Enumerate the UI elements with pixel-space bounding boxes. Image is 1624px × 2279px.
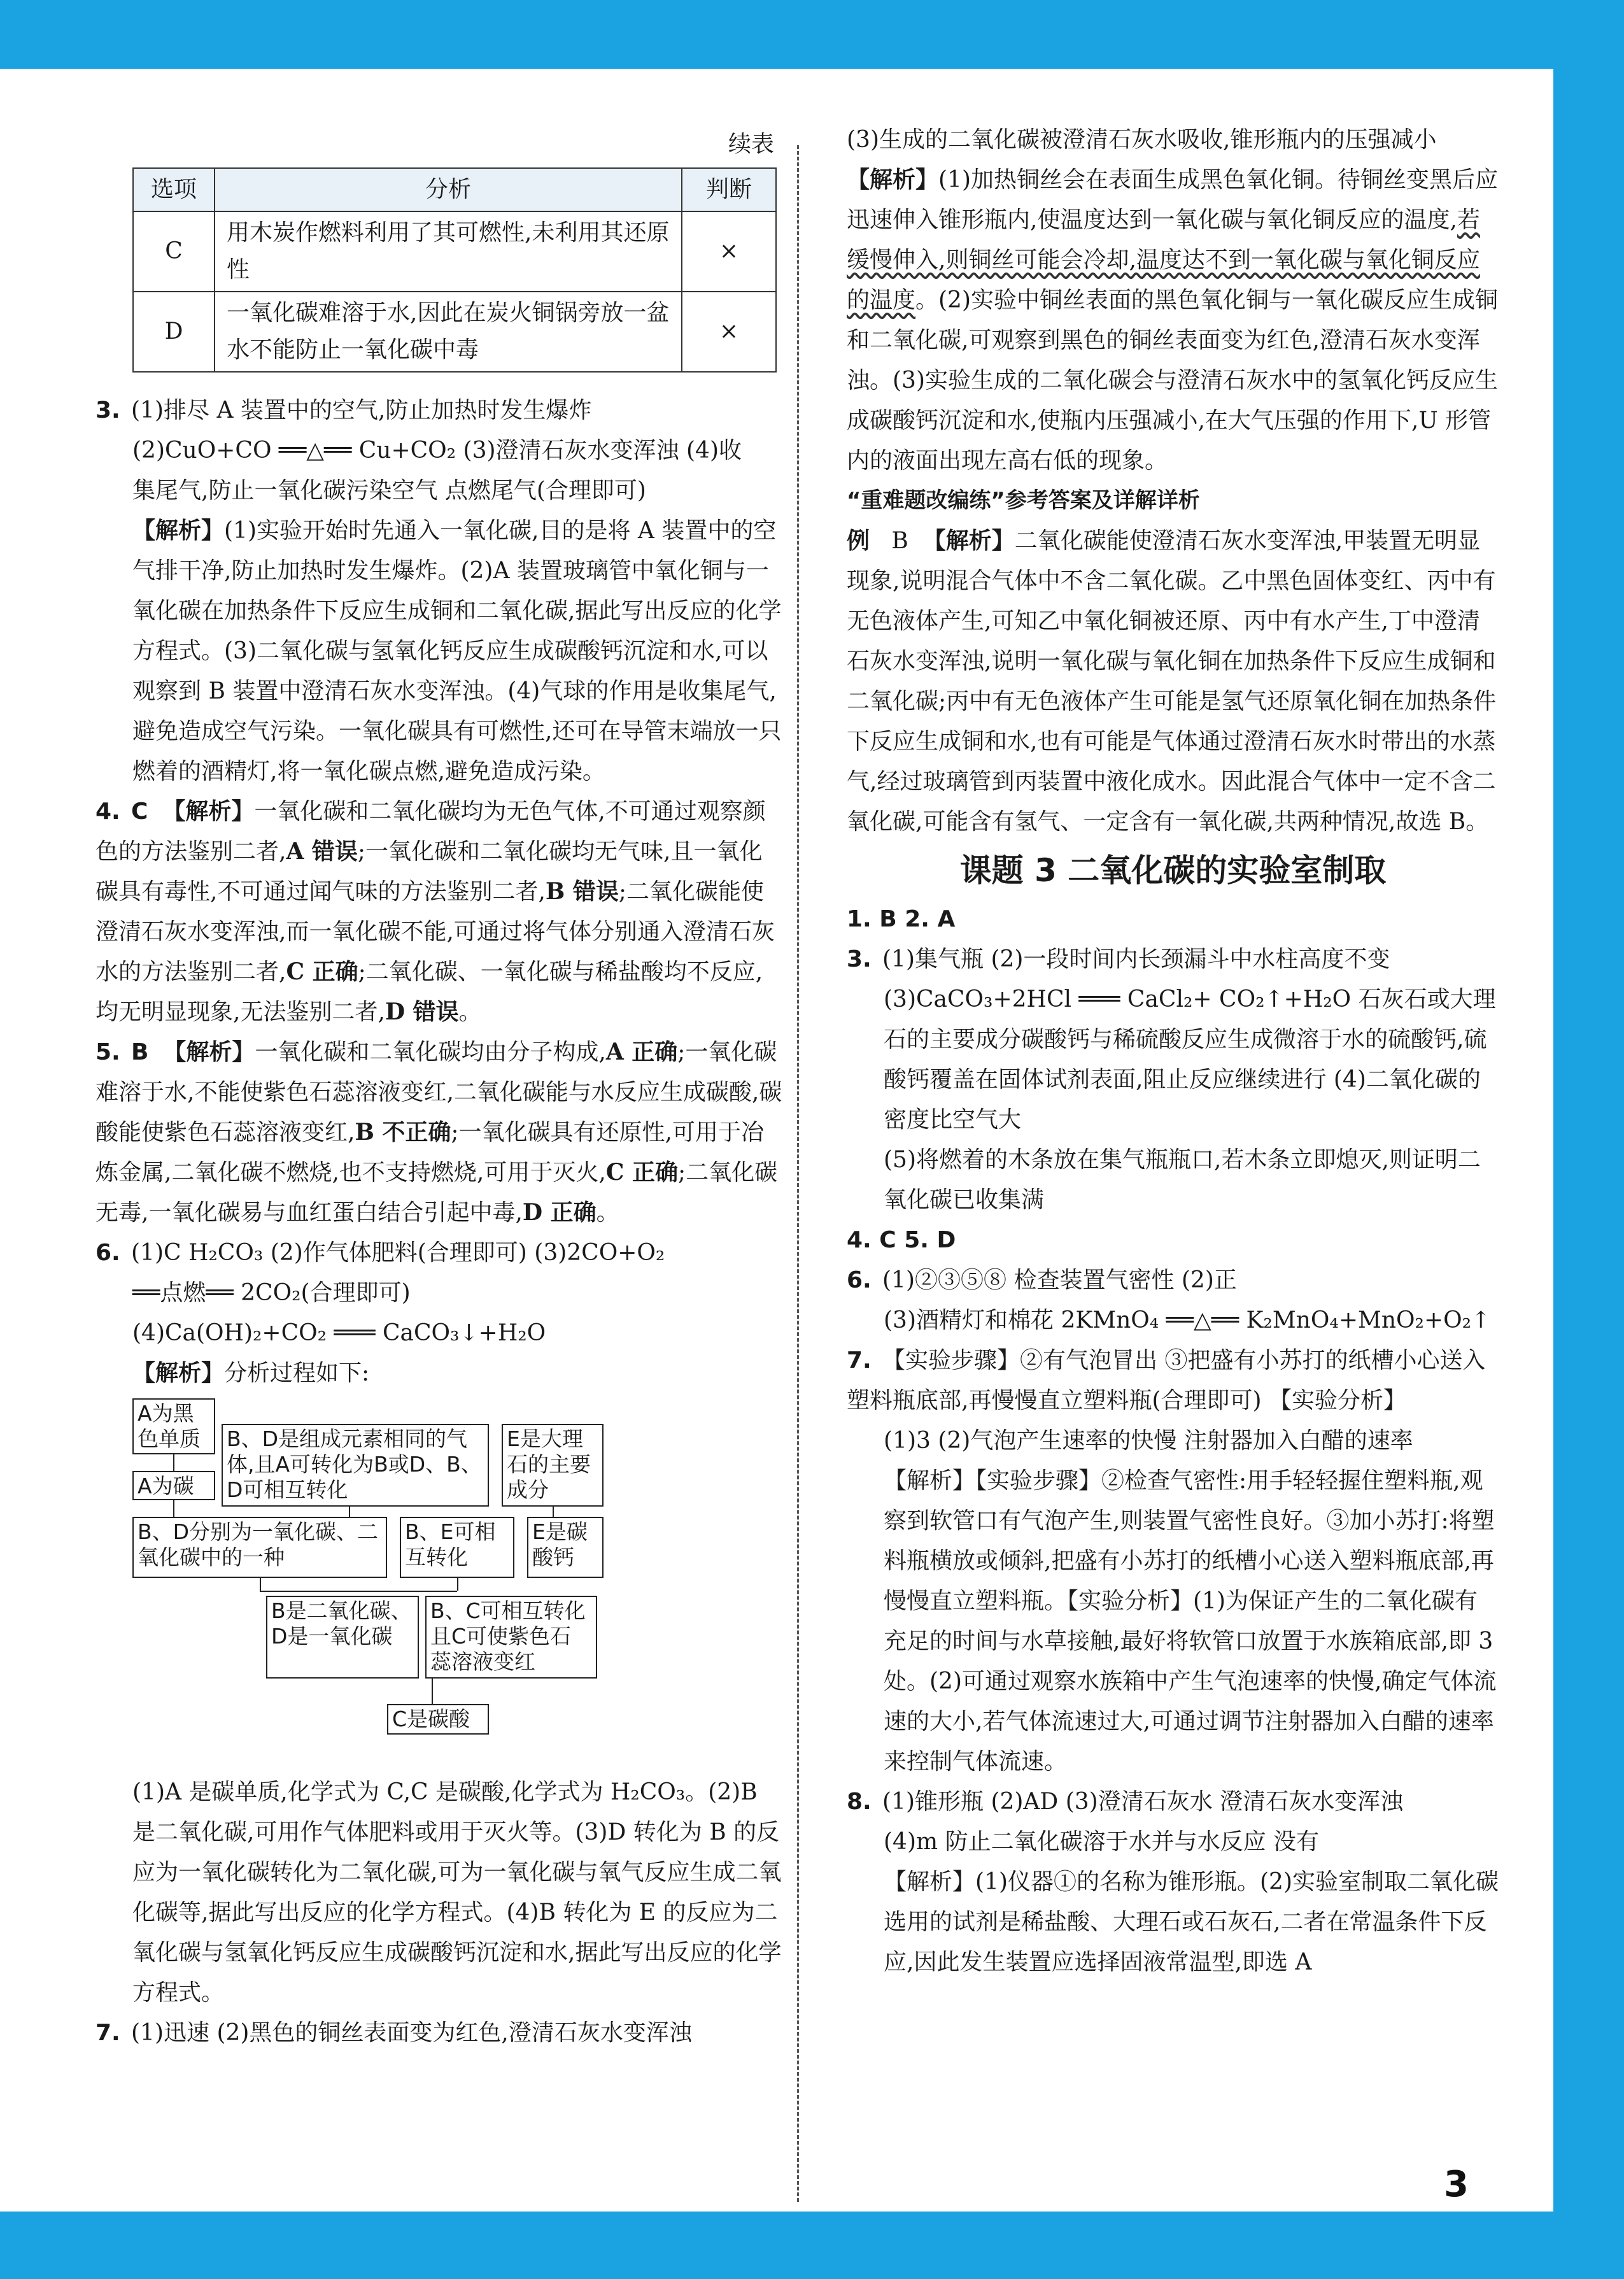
example-answer [847, 521, 1499, 842]
answer-3-right [847, 939, 1499, 1220]
flow-arrow [260, 1591, 457, 1592]
judgement-mark: A 错误 [286, 838, 358, 865]
answer-7-continued [847, 120, 1499, 481]
answer-line: 【实验步骤】②有气泡冒出 ③把盛有小苏打的纸槽小心送入塑料瓶底部,再慢慢直立塑料瓶(合理即可) 【实验分析】 [847, 1347, 1486, 1414]
explanation-label: 【解析】 [922, 527, 1015, 554]
answer-5 [95, 1032, 783, 1233]
flow-box: E是碳酸钙 [527, 1517, 604, 1578]
question-number: 7. [847, 1347, 872, 1374]
answer-line: (1)集气瓶 (2)一段时间内长颈漏斗中水柱高度不变 [882, 946, 1390, 972]
answer-line: ══点燃══ 2CO₂(合理即可) [132, 1280, 411, 1306]
explanation-text: (1)加热铜丝会在表面生成黑色氧化铜。待铜丝变黑后应迅速伸入锥形瓶内,使温度达到一氧化碳与氧化铜反应的温度, [847, 167, 1499, 233]
explanation-text: ;二氧化碳无毒,一氧化碳易与血红蛋白结合引起中毒, [95, 1160, 778, 1226]
question-number: 6. [847, 1267, 872, 1293]
flow-box: B是二氧化碳、D是一氧化碳 [266, 1596, 419, 1679]
explanation-text: ;一氧化碳难溶于水,不能使紫色石蕊溶液变红,二氧化碳能与水反应生成碳酸,碳酸能使紫色石蕊溶液变红, [95, 1039, 782, 1146]
flow-arrow [432, 1679, 433, 1704]
answer-line: (2)CuO+CO ══△══ Cu+CO₂ (3)澄清石灰水变浑浊 (4)收 [132, 437, 742, 464]
flow-box: B、D分别为一氧化碳、二氧化碳中的一种 [132, 1517, 387, 1578]
explanation-text: ;一氧化碳具有还原性,可用于冶炼金属,二氧化碳不燃烧,也不支持燃烧,可用于灭火, [95, 1119, 764, 1186]
explanation-text: 二氧化碳能使澄清石灰水变浑浊,甲装置无明显现象,说明混合气体中不含二氧化碳。乙中黑色固体变红、丙中有无色液体产生,可知乙中氧化铜被还原、丙中有水产生,丁中澄清石灰水变浑浊,说明一氧化碳与氧化铜在加热条件下反应生成铜和二氧化碳;丙中有无色液体产生可能是氢气还原氧化铜在加热条件下反应生成铜和水,也有可能是气体通过澄清石灰水时带出的水蒸气,经过玻璃管到丙装置中液化成水。因此混合气体中一定不含二氧化碳,可能含有氢气、一定含有一氧化碳,共两种情况,故选 B。 [847, 528, 1497, 835]
answer-choice: B [891, 528, 908, 554]
left-column [95, 390, 783, 2053]
answer-4 [95, 792, 783, 1032]
judgement-mark: D 正确 [522, 1199, 597, 1226]
explanation-text: 一氧化碳和二氧化碳均由分子构成, [255, 1039, 606, 1065]
judgement-mark: B 不正确 [355, 1119, 451, 1146]
row-option: D [133, 292, 215, 372]
explanation-text: 【解析】(1)仪器①的名称为锥形瓶。(2)实验室制取二氧化碳选用的试剂是稀盐酸、大理石或石灰石,二者在常温条件下反应,因此发生装置应选择固液常温型,即选 A [884, 1869, 1499, 1975]
answer-7 [95, 2013, 783, 2053]
answer-line: (1)锥形瓶 (2)AD (3)澄清石灰水 澄清石灰水变浑浊 [882, 1789, 1404, 1815]
explanation-text: ;一氧化碳和二氧化碳均无气味,且一氧化碳具有毒性,不可通过闻气味的方法鉴别二者, [95, 839, 763, 905]
explanation-label: 【解析】 [132, 517, 225, 544]
header-option: 选项 [133, 168, 215, 211]
answer-7-right [847, 1340, 1499, 1782]
flow-arrow [349, 1507, 350, 1517]
answer-8-right [847, 1782, 1499, 1982]
row-analysis: 用木炭作燃料利用了其可燃性,未利用其还原性 [215, 211, 682, 292]
explanation-label: 【解析】 [163, 1039, 255, 1065]
table-row [133, 292, 776, 372]
explanation-text: 【解析】【实验步骤】②检查气密性:用手轻轻握住塑料瓶,观察到软管口有气泡产生,则装置气密性良好。③加小苏打:将塑料瓶横放或倾斜,把盛有小苏打的纸槽小心送入塑料瓶底部,再慢慢直立塑料瓶。【实验分析】(1)为保证产生的二氧化碳有充足的时间与水草接触,最好将软管口放置于水族箱底部,即 3 处。(2)可通过观察水族箱中产生气泡速率的快慢,确定气体流速的大小,若气体流速过大,可通过调节注射器加入白醋的速率来控制气体流速。 [884, 1468, 1497, 1775]
table-row [133, 211, 776, 292]
continued-label: 续表 [728, 131, 775, 157]
page [0, 69, 1553, 2212]
question-number: 5. [95, 1039, 120, 1065]
answer-line: (5)将燃着的木条放在集气瓶瓶口,若木条立即熄灭,则证明二氧化碳已收集满 [884, 1147, 1481, 1213]
explanation-label: 【解析】 [132, 1360, 225, 1386]
answer-line: (1)3 (2)气泡产生速率的快慢 注射器加入白醋的速率 [884, 1428, 1413, 1454]
answer-line: (3)酒精灯和棉花 2KMnO₄ ══△══ K₂MnO₄+MnO₂+O₂↑ [884, 1307, 1491, 1333]
flow-box: C是碳酸 [387, 1704, 489, 1735]
answer-6-right [847, 1260, 1499, 1340]
explanation-text: (1)实验开始时先通入一氧化碳,目的是将 A 装置中的空气排干净,防止加热时发生爆炸。(2)A 装置玻璃管中氧化铜与一氧化碳在加热条件下反应生成铜和二氧化碳,据此写出反应的化学方程式。(3)二氧化碳与氢氧化钙反应生成碳酸钙沉淀和水,可以观察到 B 装置中澄清石灰水变浑浊。(4)气球的作用是收集尾气,避免造成空气污染。一氧化碳具有可燃性,还可在导管末端放一只燃着的酒精灯,将一氧化碳点燃,避免造成污染。 [132, 518, 782, 785]
explanation-label: 【解析】 [162, 798, 255, 825]
flow-arrow [260, 1578, 261, 1591]
answer-line: (3)CaCO₃+2HCl ═══ CaCl₂+ CO₂↑+H₂O 石灰石或大理石的主要成分碳酸钙与稀硫酸反应生成微溶于水的硫酸钙,硫酸钙覆盖在固体试剂表面,阻止反应继续进行 (4)二氧化碳的密度比空气大 [884, 986, 1496, 1133]
analysis-flowchart [132, 1393, 616, 1772]
answer-choice: C [131, 799, 148, 825]
judgement-mark: C 正确 [286, 958, 358, 985]
answer-line: 4. C 5. D [847, 1227, 956, 1253]
answer-line: (1)排尽 A 装置中的空气,防止加热时发生爆炸 [131, 397, 592, 423]
answer-3 [95, 390, 783, 792]
right-column [847, 120, 1499, 1982]
flow-arrow [173, 1500, 174, 1517]
options-table [132, 167, 777, 373]
flow-box: A为碳 [132, 1471, 215, 1500]
answer-6 [95, 1233, 783, 2013]
explanation-text: ;二氧化碳、一氧化碳与稀盐酸均不反应,均无明显现象,无法鉴别二者, [95, 959, 763, 1025]
judgement-mark: B 错误 [545, 878, 619, 905]
row-analysis: 一氧化碳难溶于水,因此在炭火铜锅旁放一盆水不能防止一氧化碳中毒 [215, 292, 682, 372]
flow-box: A为黑色单质 [132, 1398, 215, 1454]
flow-arrow [173, 1454, 174, 1471]
judgement-mark: C 正确 [605, 1159, 678, 1186]
flow-box: B、C可相互转化且C可使紫色石蕊溶液变红 [425, 1596, 597, 1679]
header-judge: 判断 [682, 168, 776, 211]
explanation-text: 。 [596, 1200, 619, 1226]
explanation-label: 【解析】 [847, 166, 939, 193]
question-number: 8. [847, 1789, 872, 1815]
flow-box: B、E可相互转化 [400, 1517, 514, 1578]
question-number: 4. [95, 799, 120, 825]
explanation-text: (1)A 是碳单质,化学式为 C,C 是碳酸,化学式为 H₂CO₃。(2)B 是二氧化碳,可用作气体肥料或用于灭火等。(3)D 转化为 B 的反应为一氧化碳转化为二氧化碳,可为一氧化碳与氧气反应生成二氧化碳等,据此写出反应的化学方程式。(4)B 转化为 E 的反应为二氧化碳与氢氧化钙反应生成碳酸钙沉淀和水,据此写出反应的化学方程式。 [132, 1779, 782, 2006]
section-subheading: “重难题改编练”参考答案及详解详析 [847, 488, 1200, 513]
row-option: C [133, 211, 215, 292]
question-number: 3. [847, 946, 872, 972]
row-judge: × [682, 211, 776, 292]
flow-box: E是大理石的主要成分 [502, 1424, 604, 1507]
row-judge: × [682, 292, 776, 372]
underlined-text: 若缓慢伸入,则铜丝可能会冷却,温度达不到一氧化碳与氧化铜反应的温度 [847, 207, 1480, 313]
column-divider [797, 145, 799, 2202]
answer-line: (1)迅速 (2)黑色的铜丝表面变为红色,澄清石灰水变浑浊 [131, 2020, 692, 2046]
answer-line: (3)生成的二氧化碳被澄清石灰水吸收,锥形瓶内的压强减小 [847, 127, 1437, 153]
section-title: 课题 3 二氧化碳的实验室制取 [959, 852, 1387, 889]
explanation-text: ;二氧化碳能使澄清石灰水变浑浊,而一氧化碳不能,可通过将气体分别通入澄清石灰水的方法鉴别二者, [95, 879, 775, 985]
explanation-text: 。 [458, 999, 482, 1025]
answer-line: (4)Ca(OH)₂+CO₂ ═══ CaCO₃↓+H₂O [132, 1320, 546, 1346]
judgement-mark: A 正确 [605, 1039, 678, 1065]
answer-line: (4)m 防止二氧化碳溶于水并与水反应 没有 [884, 1829, 1320, 1855]
flow-arrow [553, 1507, 554, 1517]
answer-line: 1. B 2. A [847, 906, 956, 932]
question-number: 3. [95, 397, 120, 423]
example-label: 例 [847, 527, 870, 554]
explanation-text: 。(2)实验中铜丝表面的黑色氧化铜与一氧化碳反应生成铜和二氧化碳,可观察到黑色的铜丝表面变为红色,澄清石灰水变浑浊。(3)实验生成的二氧化碳会与澄清石灰水中的氢氧化钙反应生成碳酸钙沉淀和水,使瓶内压强减小,在大气压强的作用下,U 形管内的液面出现左高右低的现象。 [847, 287, 1499, 474]
answer-choice: B [131, 1039, 149, 1065]
judgement-mark: D 错误 [385, 998, 459, 1025]
flow-arrow [457, 1578, 458, 1591]
flow-box: B、D是组成元素相同的气体,且A可转化为B或D、B、D可相互转化 [222, 1424, 489, 1507]
question-number: 7. [95, 2020, 120, 2046]
table-header-row [133, 168, 776, 211]
page-number: 3 [1444, 2164, 1469, 2205]
answer-line: 集尾气,防止一氧化碳污染空气 点燃尾气(合理即可) [132, 478, 646, 504]
explanation-text: 一氧化碳和二氧化碳均为无色气体,不可通过观察颜色的方法鉴别二者, [95, 799, 766, 865]
answer-line: (1)②③⑤⑧ 检查装置气密性 (2)正 [882, 1267, 1237, 1293]
question-number: 6. [95, 1240, 120, 1266]
explanation-text: 分析过程如下: [224, 1360, 370, 1386]
answer-line: (1)C H₂CO₃ (2)作气体肥料(合理即可) (3)2CO+O₂ [131, 1240, 665, 1266]
header-analysis: 分析 [215, 168, 682, 211]
